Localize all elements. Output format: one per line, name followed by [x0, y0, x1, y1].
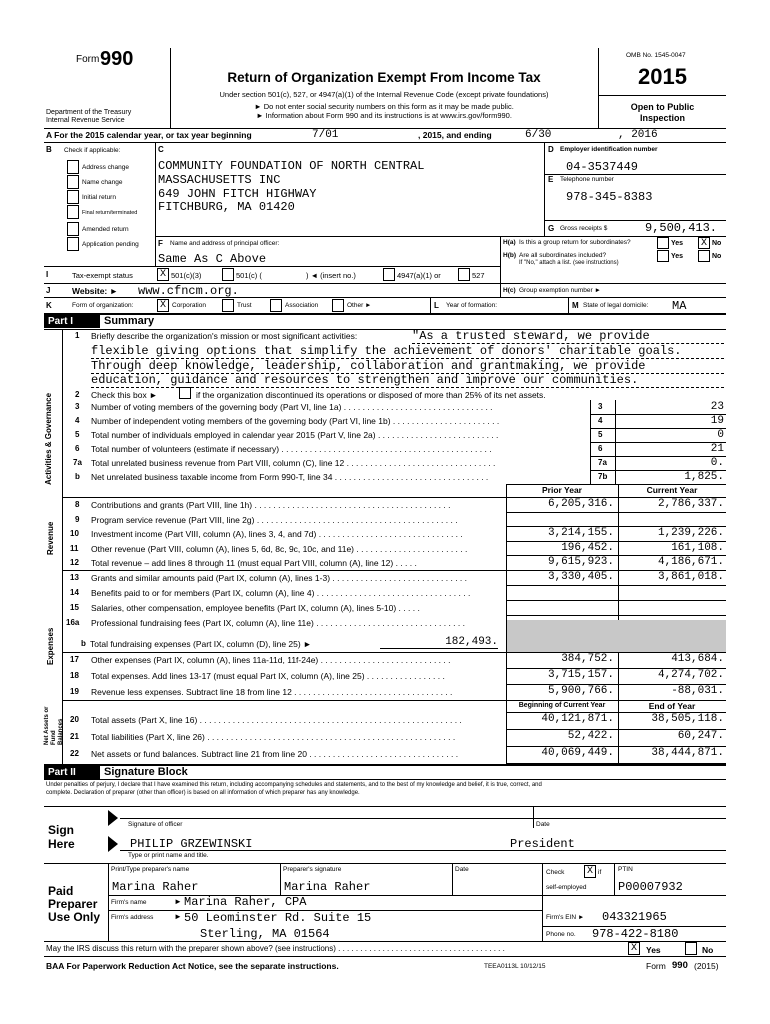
- ha-no-checkbox[interactable]: X: [698, 237, 710, 249]
- eoy-header: End of Year: [648, 701, 696, 711]
- paid-label: Paid: [48, 884, 74, 898]
- omb-number: OMB No. 1545-0047: [626, 52, 686, 59]
- gov-line-box: 4: [598, 416, 603, 425]
- firm-address-1[interactable]: 50 Leominster Rd. Suite 15: [184, 911, 372, 925]
- line-text: Benefits paid to or for members (Part IX, column (A), line 4) . . . . . . . . . . . . . . . . . . . . . . . . . . . . . . . . .: [91, 588, 471, 598]
- gov-line-text: Total unrelated business revenue from Part VIII, column (C), line 12 . . . . . . . . . . . . . . . . . . . . . . . . . . . . . . . .: [91, 458, 496, 468]
- org-name-2[interactable]: MASSACHUSETTS INC: [158, 173, 281, 187]
- sign-arrow-2: [108, 836, 118, 852]
- preparer-name-label: Print/Type preparer's name: [111, 866, 190, 873]
- status-4947-checkbox[interactable]: [383, 268, 395, 281]
- section-i-label: I: [46, 270, 49, 279]
- line2-text-2: if the organization discontinued its operations or disposed of more than 25% of its net assets.: [196, 390, 546, 400]
- line1-text: Briefly describe the organization's mission or most significant activities:: [91, 331, 358, 341]
- line-number: 9: [75, 514, 80, 524]
- discuss-yes-checkbox[interactable]: X: [628, 942, 640, 955]
- phone-no-label: Phone no.: [546, 931, 576, 938]
- trust-checkbox[interactable]: [222, 299, 234, 312]
- discuss-no-checkbox[interactable]: [685, 942, 697, 955]
- phone-label: Telephone number: [560, 176, 614, 183]
- gov-line-text: Total number of volunteers (estimate if necessary) . . . . . . . . . . . . . . . . . . . . . . . . . . . . . . . . . . . . . . . . . . . . .: [91, 444, 492, 454]
- discuss-no-label: No: [702, 945, 714, 955]
- open-public-1: Open to Public: [630, 102, 695, 112]
- gov-line-number: 3: [75, 402, 80, 411]
- tax-year-end-year: , 2016: [618, 129, 658, 141]
- use-only-label: Use Only: [48, 910, 101, 924]
- prior-year-value[interactable]: 52,422.: [567, 730, 614, 742]
- org-address-1[interactable]: 649 JOHN FITCH HIGHWAY: [158, 187, 317, 201]
- firm-ein[interactable]: 043321965: [602, 910, 667, 924]
- status-501c3-label: 501(c)(3): [171, 271, 202, 280]
- name-change-checkbox[interactable]: [67, 175, 79, 189]
- tax-exempt-status-label: Tax-exempt status: [72, 271, 133, 280]
- amended-return-checkbox[interactable]: [67, 222, 79, 236]
- hb-text-2: If "No," attach a list. (see instructions): [519, 260, 619, 266]
- other-checkbox[interactable]: [332, 299, 344, 312]
- preparer-signature-label: Preparer's signature: [283, 866, 342, 873]
- row-divider: [506, 585, 726, 586]
- here-label: Here: [48, 837, 75, 851]
- trust-label: Trust: [237, 302, 252, 309]
- phone-value[interactable]: 978-345-8383: [566, 190, 653, 204]
- gov-line-text: Total number of individuals employed in calendar year 2015 (Part V, line 2a) . . . . . . . . . . . . . . . . . . . . . . . . . .: [91, 430, 499, 440]
- status-501c3-checkbox[interactable]: X: [157, 268, 169, 281]
- tax-year: 2015: [638, 64, 687, 89]
- perjury-statement-1: Under penalties of perjury, I declare that I have examined this return, including accompanying schedules and statements, and to the best of my knowledge and belief, it is true, correct, and: [46, 782, 542, 788]
- mission-line-4[interactable]: education, guidance and resources to strengthen and improve our communities.: [91, 374, 724, 388]
- line-number: 14: [70, 588, 79, 597]
- boy-header: Beginning of Current Year: [518, 702, 606, 709]
- check-if-label: if: [598, 869, 602, 876]
- gov-line-value[interactable]: 0: [717, 429, 724, 441]
- gov-line-number: 6: [75, 444, 80, 453]
- current-year-value[interactable]: 38,505,118.: [651, 713, 724, 725]
- current-year-value[interactable]: 4,186,671.: [657, 556, 724, 569]
- preparer-date-label: Date: [455, 866, 469, 873]
- gov-line-box: 7b: [598, 472, 608, 481]
- line16b-value[interactable]: 182,493.: [380, 636, 498, 649]
- signature-officer-label: Signature of officer: [128, 821, 183, 828]
- association-label: Association: [285, 302, 319, 309]
- officer-title[interactable]: President: [510, 837, 575, 851]
- current-year-header: Current Year: [646, 485, 698, 495]
- line-text: Contributions and grants (Part VIII, line 1h) . . . . . . . . . . . . . . . . . . . . . . . . . . . . . . . . . . . . . . . . . .: [91, 500, 451, 510]
- other-label: Other ►: [347, 302, 372, 309]
- line2-text: Check this box ►: [91, 390, 158, 400]
- form-title: Return of Organization Exempt From Income Tax: [227, 70, 541, 85]
- row-divider: [506, 512, 726, 513]
- website-label: Website: ►: [72, 286, 119, 296]
- line-text: Total expenses. Add lines 13-17 (must equal Part IX, column (A), line 25) . . . . . . . . . . . . . . . . .: [91, 671, 445, 681]
- line16b-text: Total fundraising expenses (Part IX, column (D), line 25) ►: [90, 639, 312, 649]
- section-e-label: E: [548, 175, 554, 184]
- prior-year-value[interactable]: 40,069,449.: [541, 747, 614, 759]
- current-year-value[interactable]: 413,684.: [671, 653, 724, 665]
- initial-return-label: Initial return: [82, 194, 116, 201]
- principal-officer-value[interactable]: Same As C Above: [158, 252, 267, 266]
- tax-year-begin[interactable]: 7/01: [312, 129, 339, 141]
- part1-title: Summary: [104, 315, 155, 327]
- side-label-expenses: Expenses: [46, 627, 55, 665]
- section-d-label: D: [548, 145, 554, 154]
- self-employed-checkbox[interactable]: X: [584, 865, 596, 878]
- gov-line-value[interactable]: 0.: [710, 457, 724, 469]
- amended-return-label: Amended return: [82, 226, 129, 233]
- hb-label: H(b): [503, 252, 516, 259]
- self-employed-label: self-employed: [546, 884, 587, 891]
- status-4947-label: 4947(a)(1) or: [397, 271, 441, 280]
- status-insert-no: ) ◄ (insert no.): [306, 271, 356, 280]
- gov-line-text: Number of independent voting members of the governing body (Part VI, line 1b) . . . . . . . . . . . . . . . . . . . . . . .: [91, 416, 500, 426]
- perjury-statement-2: complete. Declaration of preparer (other than officer) is based on all information of which preparer has any knowledge.: [46, 790, 360, 796]
- firm-name-label: Firm's name: [111, 899, 147, 906]
- gov-line-value[interactable]: 23: [710, 401, 724, 413]
- side-label-governance: Activities & Governance: [44, 392, 53, 485]
- line-number: 16a: [66, 618, 80, 627]
- footer-form-word: Form: [646, 961, 666, 971]
- line16b-number: b: [81, 639, 86, 648]
- gov-line-number: 5: [75, 430, 80, 439]
- state-domicile-value[interactable]: MA: [672, 299, 687, 313]
- gov-line-box: 6: [598, 444, 603, 453]
- current-year-value[interactable]: 1,239,226.: [657, 527, 724, 540]
- current-year-value[interactable]: 60,247.: [677, 730, 724, 742]
- check-if-applicable: Check if applicable:: [64, 147, 121, 154]
- footer-code: TEEA0113L 10/12/15: [484, 963, 546, 970]
- line-number: 8: [75, 500, 80, 509]
- form-subtitle-3: ► Information about Form 990 and its instructions is at www.irs.gov/form990.: [256, 111, 512, 120]
- gov-line-text: Number of voting members of the governing body (Part VI, line 1a) . . . . . . . . . . . . . . . . . . . . . . . . . . . . . . . .: [91, 402, 493, 412]
- line-number: 22: [70, 749, 79, 758]
- prior-year-value[interactable]: 384,752.: [561, 653, 614, 665]
- prior-year-value[interactable]: 3,330,405.: [547, 571, 614, 583]
- line-text: Net assets or fund balances. Subtract line 21 from line 20 . . . . . . . . . . . . . . . . . . . . . . . . . . . . . . . .: [91, 749, 459, 759]
- hb-text-1: Are all subordinates included?: [519, 252, 607, 259]
- current-year-value[interactable]: 4,274,702.: [657, 669, 724, 681]
- address-change-checkbox[interactable]: [67, 160, 79, 174]
- line-number: 18: [70, 671, 79, 680]
- line-a-mid: , 2015, and ending: [418, 130, 492, 140]
- line-text: Salaries, other compensation, employee benefits (Part IX, column (A), lines 5-10) . . . . .: [91, 603, 420, 613]
- status-527-label: 527: [472, 271, 485, 280]
- preparer-signature[interactable]: Marina Raher: [284, 880, 371, 894]
- hb-yes-checkbox[interactable]: [657, 250, 669, 262]
- section-m-label: M: [572, 301, 579, 310]
- line1-number: 1: [75, 331, 80, 340]
- discuss-question: May the IRS discuss this return with the preparer shown above? (see instructions) . . . . . . . . . . . . . . . . . . . . . . . . . . . . . . . . . . . . . .: [46, 944, 505, 953]
- line-text: Investment income (Part VIII, column (A), lines 3, 4, and 7d) . . . . . . . . . . . . . . . . . . . . . . . . . . . . . . .: [91, 529, 463, 540]
- ptin-label: PTIN: [618, 866, 633, 873]
- row-divider: [506, 615, 726, 616]
- ptin-value[interactable]: P00007932: [618, 880, 683, 894]
- line-number: 20: [70, 715, 79, 724]
- gov-line-value[interactable]: 21: [710, 443, 724, 455]
- discuss-yes-label: Yes: [646, 945, 661, 955]
- open-public-2: Inspection: [639, 113, 685, 123]
- line-number: 17: [70, 655, 79, 664]
- line-text: Grants and similar amounts paid (Part IX, column (A), lines 1-3) . . . . . . . . . . . . . . . . . . . . . . . . . . . . .: [91, 573, 468, 583]
- prior-year-value[interactable]: 5,900,766.: [547, 685, 614, 697]
- gov-line-box: 7a: [598, 458, 607, 467]
- line-number: 15: [70, 603, 79, 612]
- application-pending-label: Application pending: [82, 241, 139, 248]
- final-return-label: Final return/terminated: [82, 210, 138, 216]
- officer-name[interactable]: PHILIP GRZEWINSKI: [130, 837, 253, 851]
- current-year-value[interactable]: 161,108.: [671, 541, 724, 554]
- row-divider: [506, 600, 726, 601]
- line-text: Professional fundraising fees (Part IX, column (A), line 11e) . . . . . . . . . . . . . . . . . . . . . . . . . . . . . . . .: [91, 618, 465, 628]
- tax-year-end[interactable]: 6/30: [525, 129, 552, 141]
- dept-line1: Department of the Treasury: [46, 109, 132, 116]
- current-year-value[interactable]: 38,444,871.: [651, 747, 724, 759]
- firm-ein-label: Firm's EIN ►: [546, 914, 585, 921]
- type-print-label: Type or print name and title.: [128, 852, 209, 859]
- prior-year-value[interactable]: 3,214,155.: [547, 527, 614, 540]
- signature-date-label: Date: [536, 821, 550, 828]
- prior-year-value[interactable]: 9,615,923.: [547, 556, 614, 569]
- website-value[interactable]: www.cfncm.org.: [138, 284, 239, 298]
- hb-no-label: No: [712, 253, 722, 260]
- mission-line-3[interactable]: Through deep knowledge, leadership, collaboration and grantmaking, we provide: [91, 360, 724, 374]
- current-year-value[interactable]: 2,786,337.: [657, 498, 724, 510]
- ein-value[interactable]: 04-3537449: [566, 160, 639, 174]
- org-address-2[interactable]: FITCHBURG, MA 01420: [158, 200, 295, 214]
- section-k-label: K: [46, 301, 52, 310]
- ha-text: Is this a group return for subordinates?: [519, 239, 631, 246]
- form-subtitle-2: ► Do not enter social security numbers on this form as it may be made public.: [254, 102, 514, 111]
- gov-line-box: 5: [598, 430, 603, 439]
- line-text: Other revenue (Part VIII, column (A), lines 5, 6d, 8c, 9c, 10c, and 11e) . . . . . . . . . . . . . . . . . . . . . . . .: [91, 543, 468, 554]
- hc-label: H(c): [503, 287, 516, 294]
- prior-year-value[interactable]: 196,452.: [561, 541, 614, 554]
- firm-name[interactable]: Marina Raher, CPA: [184, 895, 307, 909]
- prior-year-value[interactable]: 3,715,157.: [547, 669, 614, 681]
- current-year-value[interactable]: 3,861,018.: [657, 571, 724, 583]
- prior-year-header: Prior Year: [541, 485, 582, 495]
- line-text: Total revenue – add lines 8 through 11 (must equal Part VIII, column (A), line 12) . . . . .: [91, 558, 417, 569]
- hb-yes-label: Yes: [671, 253, 684, 260]
- line-text: Revenue less expenses. Subtract line 18 from line 12 . . . . . . . . . . . . . . . . . . . . . . . . . . . . . . . . . .: [91, 687, 453, 697]
- gov-line-number: b: [75, 472, 80, 481]
- ha-no-label: No: [712, 240, 722, 247]
- hc-text: Group exemption number ►: [519, 287, 601, 294]
- hb-no-checkbox[interactable]: [698, 250, 710, 262]
- year-formation-label: Year of formation:: [446, 302, 498, 309]
- form-of-org-label: Form of organization:: [72, 302, 134, 309]
- association-checkbox[interactable]: [270, 299, 282, 312]
- ha-label: H(a): [503, 239, 516, 246]
- corporation-checkbox[interactable]: X: [157, 299, 169, 312]
- line2-number: 2: [75, 390, 80, 399]
- line-a-label: A For the 2015 calendar year, or tax year beginning: [46, 130, 252, 140]
- ha-yes-label: Yes: [671, 240, 684, 247]
- section-c-label: C: [158, 145, 164, 154]
- form-number: 990: [100, 48, 134, 70]
- ein-label: Employer identification number: [560, 146, 658, 153]
- final-return-checkbox[interactable]: [67, 205, 79, 219]
- baa-notice: BAA For Paperwork Reduction Act Notice, see the separate instructions.: [46, 961, 339, 971]
- line-text: Total assets (Part X, line 16) . . . . . . . . . . . . . . . . . . . . . . . . . . . . . . . . . . . . . . . . . . . . . . . . . . . . . . . .: [91, 715, 462, 725]
- line-number: 21: [70, 732, 79, 741]
- discontinued-checkbox[interactable]: [179, 387, 191, 399]
- org-name-1[interactable]: COMMUNITY FOUNDATION OF NORTH CENTRAL: [158, 159, 425, 173]
- firm-address-2[interactable]: Sterling, MA 01564: [200, 927, 330, 941]
- line-text: Other expenses (Part IX, column (A), lines 11a-11d, 11f-24e) . . . . . . . . . . . . . . . . . . . . . . . . . . . .: [91, 655, 451, 665]
- line-number: 10: [70, 529, 79, 539]
- side-label-revenue: Revenue: [46, 521, 55, 555]
- section-g-label: G: [548, 224, 555, 233]
- form-label: Form: [76, 54, 100, 65]
- status-501c-checkbox[interactable]: [222, 268, 234, 281]
- dept-line2: Internal Revenue Service: [46, 117, 125, 124]
- part2-title: Signature Block: [104, 766, 188, 778]
- mission-line-1[interactable]: "As a trusted steward, we provide: [412, 330, 724, 344]
- line-number: 19: [70, 687, 79, 696]
- line16b-shaded: [507, 620, 726, 652]
- gov-line-number: 4: [75, 416, 80, 425]
- line-number: 13: [70, 573, 79, 582]
- ha-yes-checkbox[interactable]: [657, 237, 669, 249]
- footer-form-number: 990: [672, 960, 688, 971]
- gov-line-value[interactable]: 1,825.: [684, 471, 724, 483]
- initial-return-checkbox[interactable]: [67, 190, 79, 204]
- name-change-label: Name change: [82, 179, 123, 186]
- firm-address-label: Firm's address: [111, 914, 154, 921]
- current-year-value[interactable]: -88,031.: [671, 685, 724, 697]
- gross-receipts-label: Gross receipts $: [560, 225, 608, 232]
- gross-receipts-value[interactable]: 9,500,413.: [645, 221, 718, 235]
- state-domicile-label: State of legal domicile:: [583, 302, 649, 309]
- gov-line-text: Net unrelated business taxable income from Form 990-T, line 34 . . . . . . . . . . . . . . . . . . . . . . . . . . . . . . . . .: [91, 472, 489, 482]
- section-j-label: J: [46, 286, 51, 295]
- section-b-label: B: [46, 145, 52, 154]
- gov-line-number: 7a: [73, 458, 82, 467]
- preparer-name[interactable]: Marina Raher: [112, 880, 199, 894]
- form-subtitle-1: Under section 501(c), 527, or 4947(a)(1) of the Internal Revenue Code (except private foundations): [219, 90, 549, 99]
- part2-label: Part II: [44, 766, 100, 779]
- gov-line-box: 3: [598, 402, 603, 411]
- part1-label: Part I: [44, 315, 100, 328]
- footer-form-year: (2015): [694, 961, 719, 971]
- sign-label: Sign: [48, 823, 74, 837]
- section-l-label: L: [434, 301, 439, 310]
- preparer-label: Preparer: [48, 897, 98, 911]
- principal-officer-label: Name and address of principal officer:: [170, 240, 280, 247]
- status-501c-label: 501(c) (: [236, 271, 262, 280]
- gov-line-value[interactable]: 19: [710, 415, 724, 427]
- sign-arrow-1: [108, 810, 118, 826]
- line-text: Program service revenue (Part VIII, line 2g) . . . . . . . . . . . . . . . . . . . . . . . . . . . . . . . . . . . . . . . . . . .: [91, 514, 458, 525]
- side-label-net-assets: Net Assets or Fund Balances: [44, 706, 64, 745]
- mission-line-2[interactable]: flexible giving options that simplify the achievement of donors' charitable goals.: [91, 345, 724, 359]
- status-527-checkbox[interactable]: [458, 268, 470, 281]
- line-number: 11: [70, 543, 79, 553]
- preparer-phone[interactable]: 978-422-8180: [592, 927, 679, 941]
- check-label: Check: [546, 869, 565, 876]
- application-pending-checkbox[interactable]: [67, 237, 79, 251]
- line-text: Total liabilities (Part X, line 26) . . . . . . . . . . . . . . . . . . . . . . . . . . . . . . . . . . . . . . . . . . . . . . . . . . . . .: [91, 732, 456, 742]
- prior-year-value[interactable]: 6,205,316.: [547, 498, 614, 510]
- section-f-label: F: [158, 239, 163, 248]
- corporation-label: Corporation: [172, 302, 206, 309]
- line-number: 12: [70, 558, 79, 568]
- address-change-label: Address change: [82, 164, 129, 171]
- prior-year-value[interactable]: 40,121,871.: [541, 713, 614, 725]
